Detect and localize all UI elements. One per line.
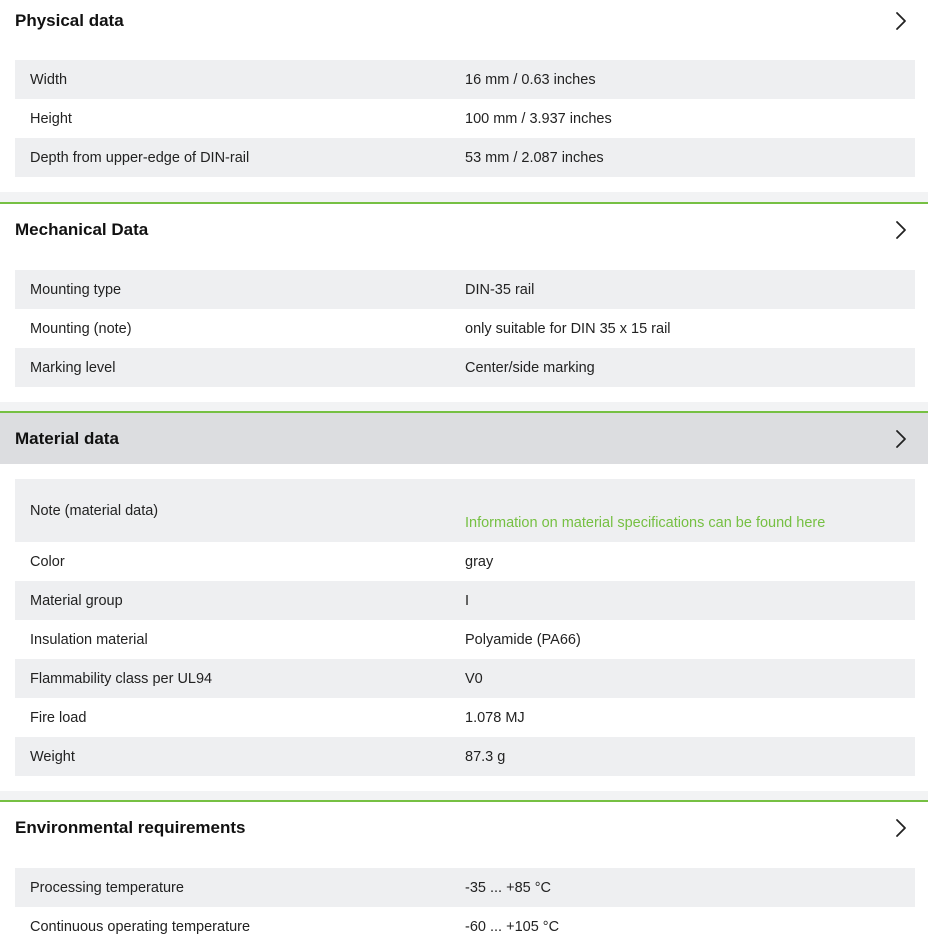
section-title: Physical data (15, 10, 124, 30)
row-label: Fire load (30, 709, 87, 726)
table-row (15, 659, 915, 698)
table-row (15, 270, 915, 309)
chevron-right-icon[interactable] (894, 11, 908, 31)
material-specifications-link[interactable]: Information on material specifications can be found here (465, 515, 826, 531)
row-value: V0 (465, 670, 483, 687)
section-header-physical-data[interactable] (0, 0, 928, 41)
row-value: -35 ... +85 °C (465, 879, 551, 896)
chevron-right-icon[interactable] (894, 220, 908, 240)
table-row (15, 60, 915, 99)
row-label: Width (30, 71, 68, 88)
table-row (15, 698, 915, 737)
row-label: Flammability class per UL94 (30, 670, 213, 687)
table-row (15, 620, 915, 659)
chevron-right-icon[interactable] (894, 818, 908, 838)
table-row (15, 309, 915, 348)
table-row (15, 581, 915, 620)
row-value: Center/side marking (465, 359, 595, 376)
row-value: 53 mm / 2.087 inches (465, 149, 604, 166)
section-mechanical-data (0, 204, 928, 413)
section-title: Mechanical Data (15, 220, 149, 239)
section-header-material-data[interactable] (0, 413, 928, 464)
row-value: 1.078 MJ (465, 709, 525, 726)
table-row (15, 907, 915, 946)
table-row (15, 479, 915, 542)
section-table (0, 41, 928, 177)
row-value: 16 mm / 0.63 inches (465, 71, 596, 88)
table-row (15, 348, 915, 387)
row-value: gray (465, 553, 494, 570)
section-environmental-requirements (0, 802, 928, 946)
section-divider-band (0, 192, 928, 202)
row-label: Height (30, 110, 72, 127)
table-row (15, 542, 915, 581)
section-title: Material data (15, 428, 119, 448)
table-row (15, 138, 915, 177)
row-value: only suitable for DIN 35 x 15 rail (465, 320, 671, 337)
section-header-mechanical-data[interactable] (0, 204, 928, 256)
row-value: 100 mm / 3.937 inches (465, 110, 612, 127)
row-label: Marking level (30, 359, 116, 376)
row-label: Processing temperature (30, 879, 184, 896)
row-label: Weight (30, 748, 75, 765)
row-value: DIN-35 rail (465, 281, 535, 298)
row-label: Continuous operating temperature (30, 918, 251, 935)
row-value: -60 ... +105 °C (465, 918, 560, 935)
row-value: Polyamide (PA66) (465, 631, 581, 648)
section-table (0, 464, 928, 776)
table-row (15, 99, 915, 138)
row-label: Note (material data) (30, 503, 159, 519)
section-header-environmental-requirements[interactable] (0, 802, 928, 854)
section-material-data (0, 413, 928, 802)
row-value: I (465, 592, 470, 609)
row-label: Mounting type (30, 281, 122, 298)
section-divider-band (0, 791, 928, 800)
row-label: Mounting (note) (30, 320, 132, 337)
row-value (465, 479, 915, 531)
row-label: Material group (30, 592, 123, 609)
section-title: Environmental requirements (15, 818, 246, 837)
section-table (0, 256, 928, 387)
row-label: Color (30, 553, 65, 570)
table-row (15, 737, 915, 776)
row-label: Insulation material (30, 631, 148, 648)
table-row (15, 868, 915, 907)
section-table (0, 854, 928, 946)
section-divider-band (0, 402, 928, 411)
section-physical-data (0, 0, 928, 204)
chevron-right-icon[interactable] (894, 429, 908, 449)
row-value: 87.3 g (465, 748, 506, 765)
row-label: Depth from upper-edge of DIN-rail (30, 149, 250, 166)
